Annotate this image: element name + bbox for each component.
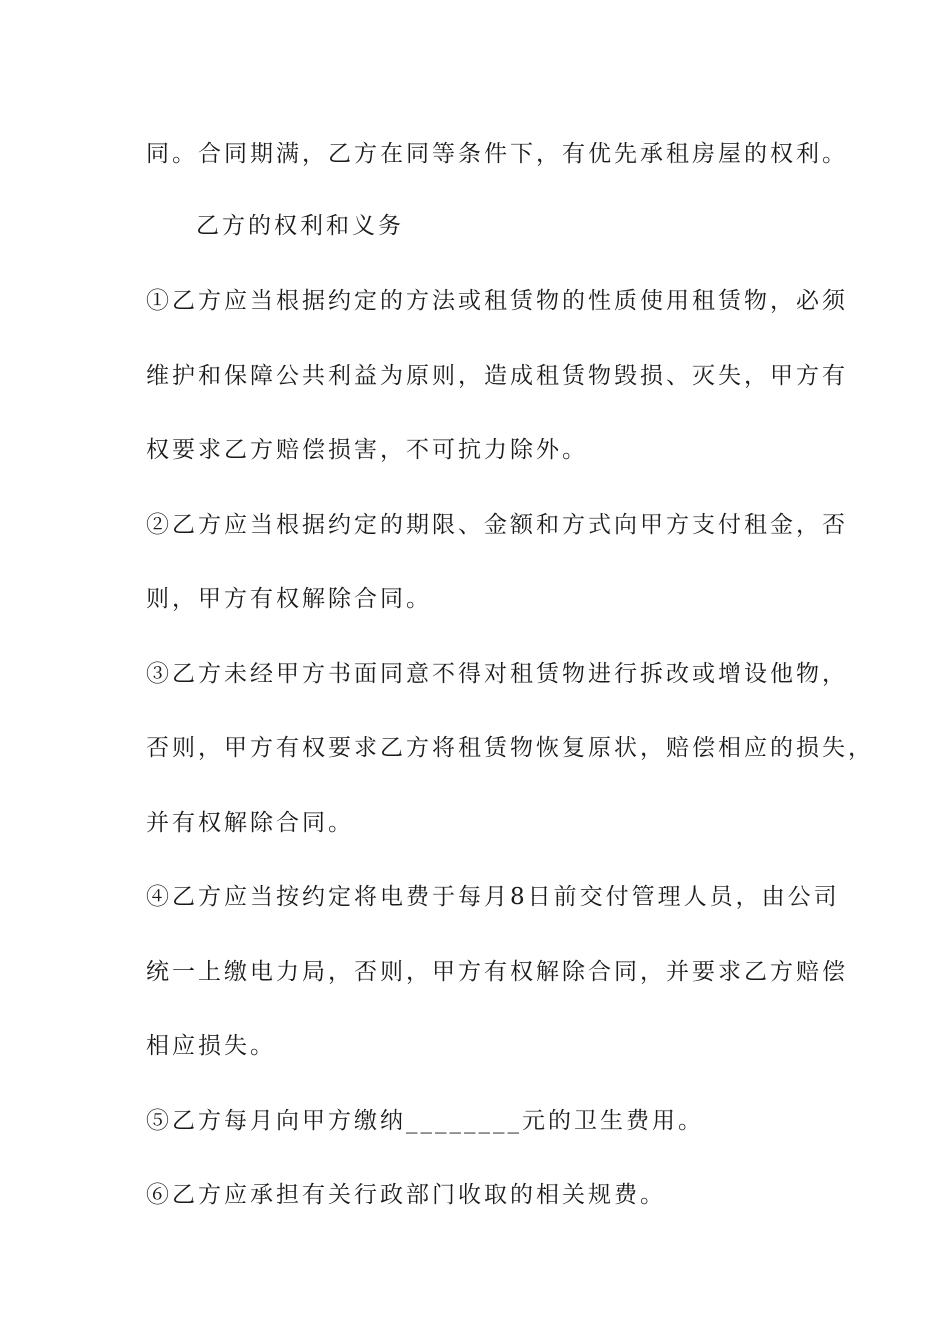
text-line: 统一上缴电力局，否则，甲方有权解除合同，并要求乙方赔偿 xyxy=(146,959,848,985)
text-line: 维护和保障公共利益为原则，造成租赁物毁损、灭失，甲方有 xyxy=(146,363,848,389)
text-line: ⑥乙方应承担有关行政部门收取的相关规费。 xyxy=(146,1182,666,1208)
text-line: ②乙方应当根据约定的期限、金额和方式向甲方支付租金，否 xyxy=(146,512,848,538)
text-line: 否则，甲方有权要求乙方将租赁物恢复原状，赔偿相应的损失， xyxy=(146,735,874,761)
text-line: 同。合同期满，乙方在同等条件下，有优先承租房屋的权利。 xyxy=(146,141,848,167)
text-line: 权要求乙方赔偿损害，不可抗力除外。 xyxy=(146,437,588,463)
text-line: ③乙方未经甲方书面同意不得对租赁物进行拆改或增设他物， xyxy=(146,661,848,687)
text-line: 相应损失。 xyxy=(146,1033,276,1059)
text-line: 则，甲方有权解除合同。 xyxy=(146,586,432,612)
text-line: ④乙方应当按约定将电费于每月8日前交付管理人员，由公司 xyxy=(146,884,840,910)
text-line: 并有权解除合同。 xyxy=(146,810,354,836)
section-heading: 乙方的权利和义务 xyxy=(196,213,404,239)
text-line: ⑤乙方每月向甲方缴纳________元的卫生费用。 xyxy=(146,1108,704,1134)
text-line: ①乙方应当根据约定的方法或租赁物的性质使用租赁物，必须 xyxy=(146,288,848,314)
